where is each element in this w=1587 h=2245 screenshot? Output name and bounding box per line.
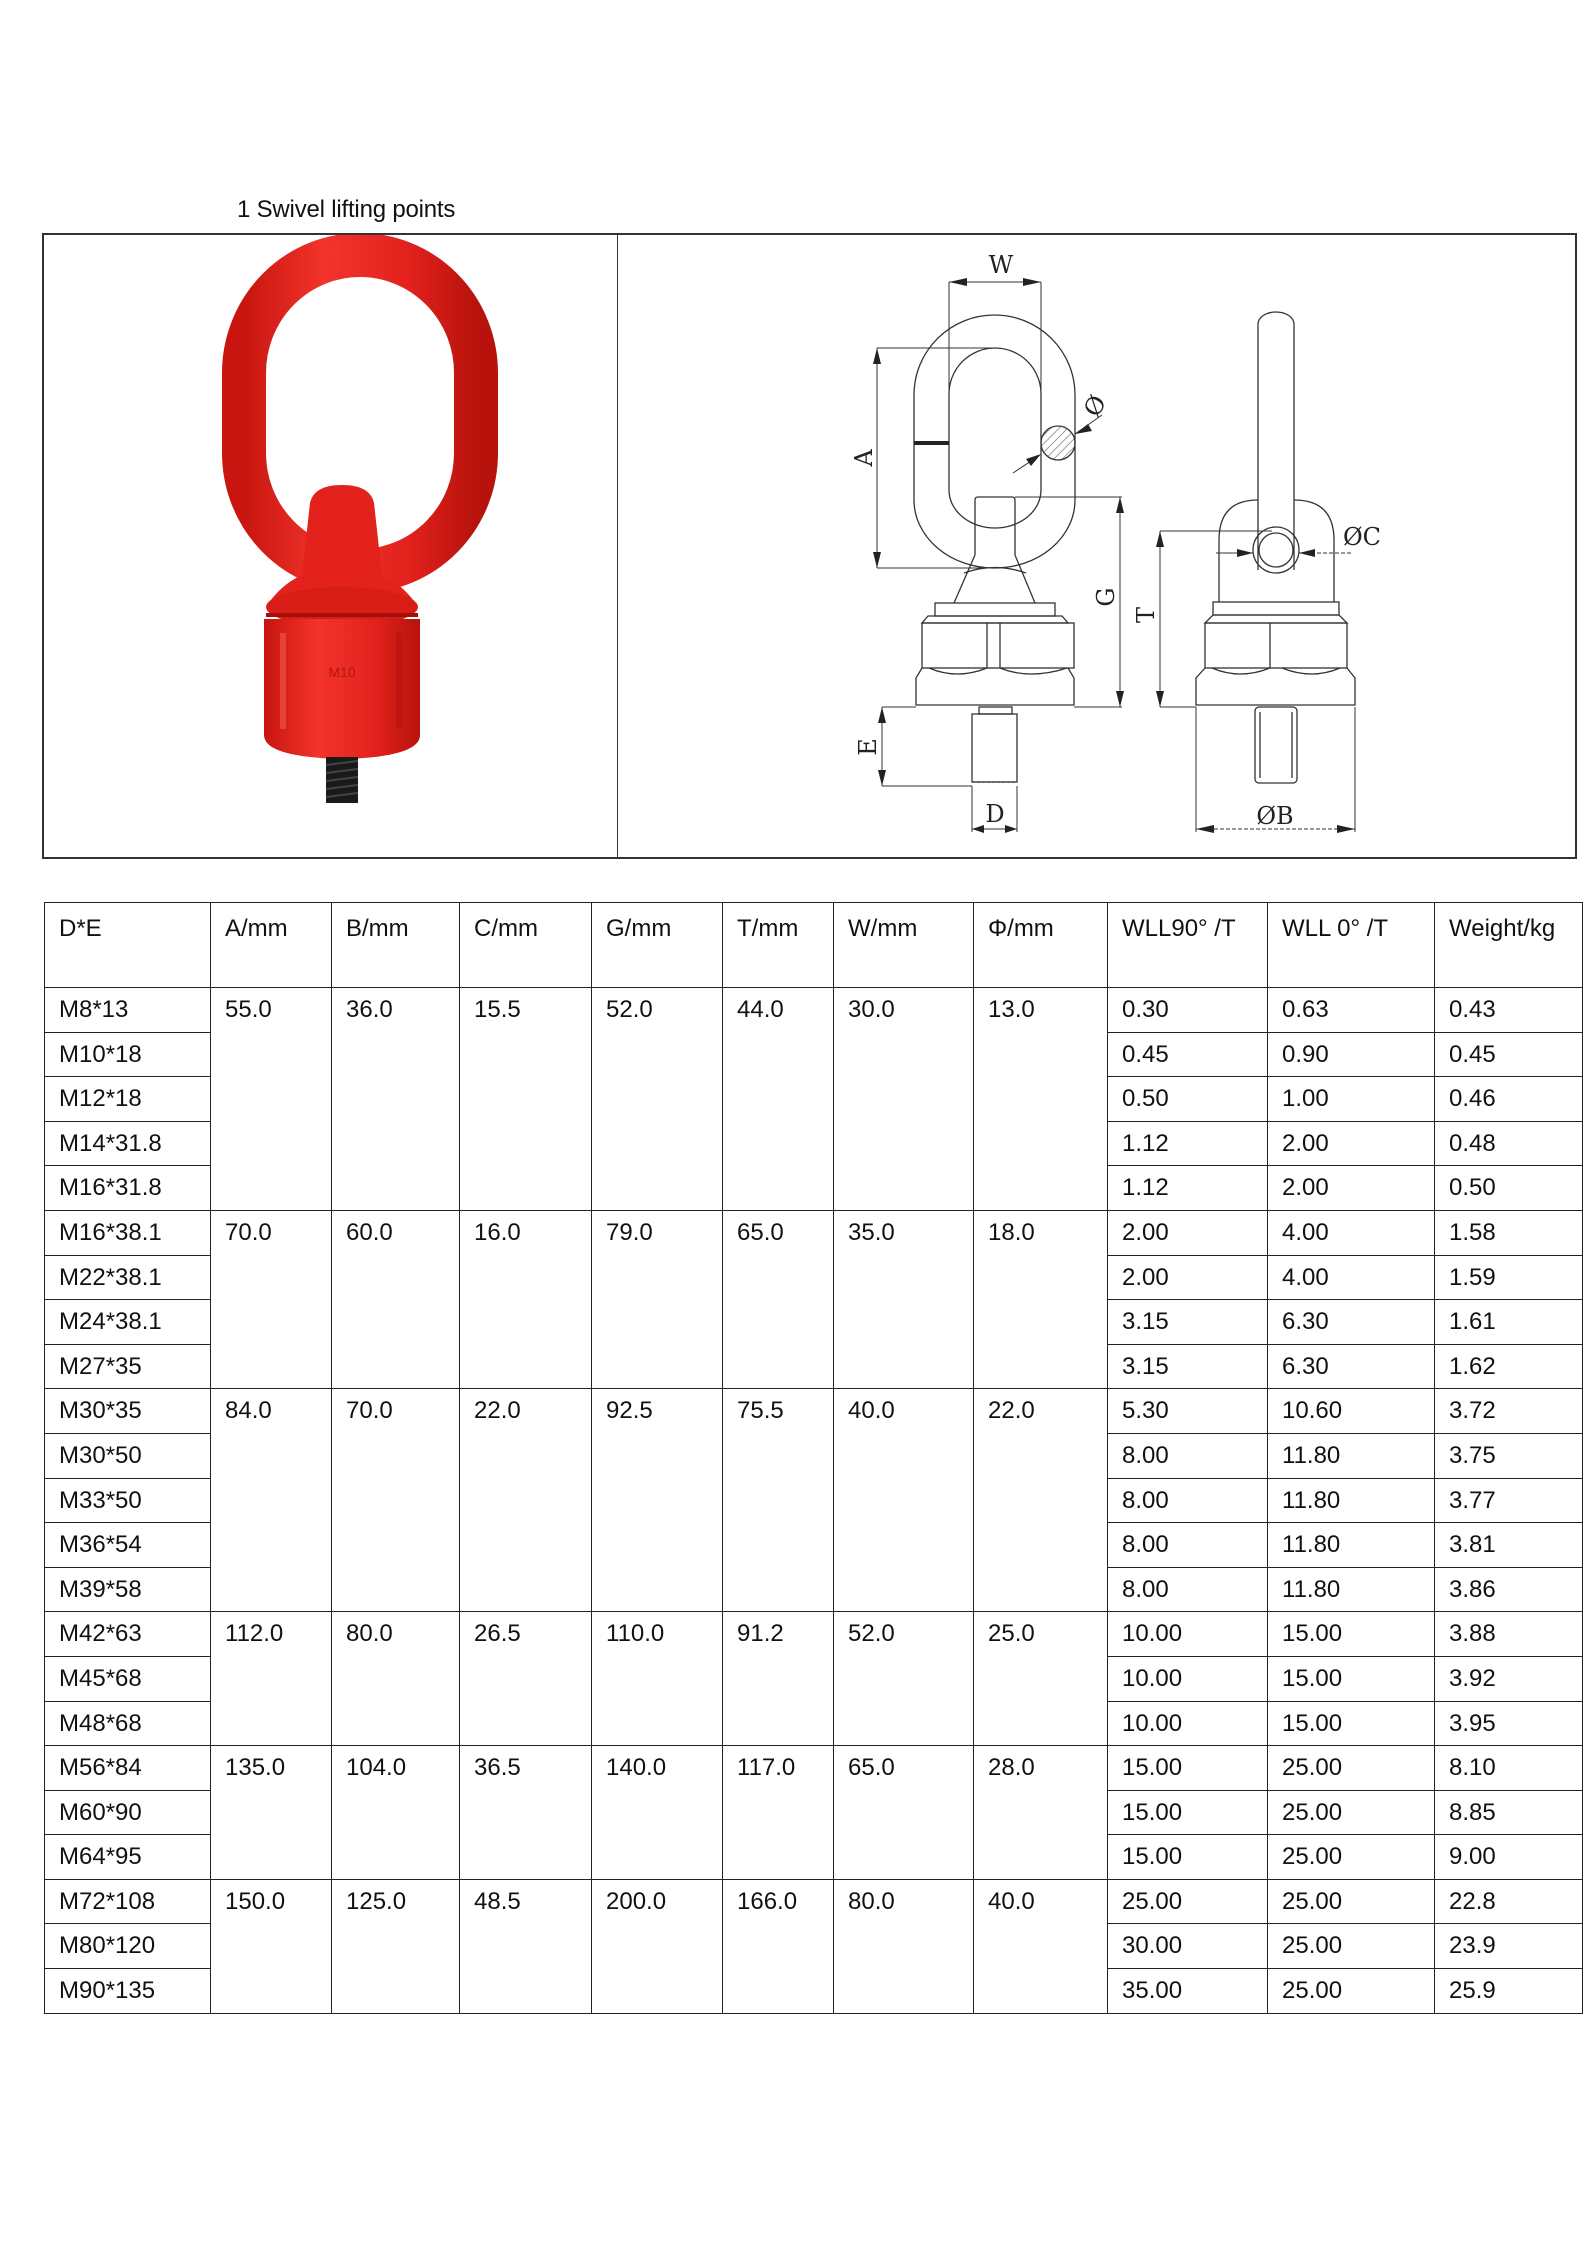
cell-wll0: 2.00 — [1268, 1166, 1435, 1211]
cell-weight: 1.59 — [1435, 1255, 1583, 1300]
cell-wll90: 2.00 — [1108, 1255, 1268, 1300]
cell-weight: 1.62 — [1435, 1344, 1583, 1389]
cell-wll90: 8.00 — [1108, 1567, 1268, 1612]
cell-de: M64*95 — [45, 1835, 211, 1880]
cell-weight: 0.50 — [1435, 1166, 1583, 1211]
cell-phi: 18.0 — [974, 1210, 1108, 1388]
cell-weight: 3.81 — [1435, 1523, 1583, 1568]
table-row — [45, 1746, 1583, 1791]
cell-wll90: 0.50 — [1108, 1077, 1268, 1122]
cell-wll0: 1.00 — [1268, 1077, 1435, 1122]
cell-weight: 8.85 — [1435, 1790, 1583, 1835]
cell-de: M22*38.1 — [45, 1255, 211, 1300]
cell-weight: 3.77 — [1435, 1478, 1583, 1523]
cell-wll0: 4.00 — [1268, 1210, 1435, 1255]
cell-weight: 3.86 — [1435, 1567, 1583, 1612]
cell-de: M45*68 — [45, 1656, 211, 1701]
product-photo — [44, 235, 617, 857]
cell-de: M16*31.8 — [45, 1166, 211, 1211]
cell-wll0: 4.00 — [1268, 1255, 1435, 1300]
cell-wll0: 25.00 — [1268, 1835, 1435, 1880]
cell-a: 84.0 — [211, 1389, 332, 1612]
cell-weight: 22.8 — [1435, 1879, 1583, 1924]
cell-c: 22.0 — [460, 1389, 592, 1612]
table-body — [45, 988, 1583, 2014]
cell-c: 26.5 — [460, 1612, 592, 1746]
cell-weight: 23.9 — [1435, 1924, 1583, 1969]
cell-de: M27*35 — [45, 1344, 211, 1389]
cell-t: 91.2 — [723, 1612, 834, 1746]
cell-de: M30*35 — [45, 1389, 211, 1434]
cell-weight: 0.45 — [1435, 1032, 1583, 1077]
cell-weight: 1.58 — [1435, 1210, 1583, 1255]
cell-wll0: 10.60 — [1268, 1389, 1435, 1434]
header-a: A/mm — [211, 903, 332, 988]
cell-w: 35.0 — [834, 1210, 974, 1388]
cell-phi: 40.0 — [974, 1879, 1108, 2013]
cell-g: 92.5 — [592, 1389, 723, 1612]
cell-wll90: 0.30 — [1108, 988, 1268, 1033]
technical-drawing — [619, 235, 1575, 857]
cell-wll90: 30.00 — [1108, 1924, 1268, 1969]
cell-t: 166.0 — [723, 1879, 834, 2013]
cell-phi: 28.0 — [974, 1746, 1108, 1880]
cell-de: M60*90 — [45, 1790, 211, 1835]
cell-t: 44.0 — [723, 988, 834, 1211]
label-a: A — [850, 449, 878, 467]
cell-wll90: 10.00 — [1108, 1656, 1268, 1701]
header-de: D*E — [45, 903, 211, 988]
cell-de: M36*54 — [45, 1523, 211, 1568]
cell-weight: 3.95 — [1435, 1701, 1583, 1746]
cell-t: 75.5 — [723, 1389, 834, 1612]
cell-weight: 0.43 — [1435, 988, 1583, 1033]
label-e: E — [854, 738, 882, 756]
header-t: T/mm — [723, 903, 834, 988]
cell-weight: 1.61 — [1435, 1300, 1583, 1345]
swivel-lifting-point-photo — [44, 235, 617, 857]
cell-wll90: 10.00 — [1108, 1701, 1268, 1746]
svg-text:M10: M10 — [328, 664, 356, 680]
cell-de: M39*58 — [45, 1567, 211, 1612]
cell-phi: 13.0 — [974, 988, 1108, 1211]
cell-g: 110.0 — [592, 1612, 723, 1746]
cell-weight: 3.75 — [1435, 1433, 1583, 1478]
cell-b: 70.0 — [332, 1389, 460, 1612]
cell-wll90: 10.00 — [1108, 1612, 1268, 1657]
cell-wll0: 11.80 — [1268, 1523, 1435, 1568]
cell-wll0: 11.80 — [1268, 1433, 1435, 1478]
cell-wll90: 25.00 — [1108, 1879, 1268, 1924]
header-b: B/mm — [332, 903, 460, 988]
cell-de: M80*120 — [45, 1924, 211, 1969]
cell-c: 36.5 — [460, 1746, 592, 1880]
cell-wll0: 15.00 — [1268, 1656, 1435, 1701]
figure-box — [42, 233, 1577, 859]
cell-a: 55.0 — [211, 988, 332, 1211]
cell-b: 80.0 — [332, 1612, 460, 1746]
cell-g: 79.0 — [592, 1210, 723, 1388]
cell-wll0: 0.90 — [1268, 1032, 1435, 1077]
figure-divider — [617, 235, 618, 857]
table-row — [45, 1612, 1583, 1657]
cell-de: M30*50 — [45, 1433, 211, 1478]
header-w: W/mm — [834, 903, 974, 988]
cell-de: M33*50 — [45, 1478, 211, 1523]
table-row — [45, 1389, 1583, 1434]
cell-de: M14*31.8 — [45, 1121, 211, 1166]
cell-g: 200.0 — [592, 1879, 723, 2013]
cell-w: 40.0 — [834, 1389, 974, 1612]
cell-wll0: 25.00 — [1268, 1879, 1435, 1924]
cell-wll0: 25.00 — [1268, 1790, 1435, 1835]
table-row — [45, 1210, 1583, 1255]
cell-a: 112.0 — [211, 1612, 332, 1746]
cell-a: 135.0 — [211, 1746, 332, 1880]
cell-t: 65.0 — [723, 1210, 834, 1388]
cell-c: 48.5 — [460, 1879, 592, 2013]
cell-g: 52.0 — [592, 988, 723, 1211]
cell-phi: 22.0 — [974, 1389, 1108, 1612]
cell-wll90: 35.00 — [1108, 1969, 1268, 2014]
label-g: G — [1092, 587, 1120, 607]
cell-de: M10*18 — [45, 1032, 211, 1077]
cell-wll0: 11.80 — [1268, 1478, 1435, 1523]
label-w: W — [988, 251, 1014, 279]
cell-wll0: 15.00 — [1268, 1701, 1435, 1746]
cell-de: M24*38.1 — [45, 1300, 211, 1345]
cell-w: 30.0 — [834, 988, 974, 1211]
cell-wll0: 6.30 — [1268, 1300, 1435, 1345]
dimension-drawing — [619, 235, 1577, 857]
cell-wll0: 11.80 — [1268, 1567, 1435, 1612]
cell-weight: 0.48 — [1435, 1121, 1583, 1166]
header-g: G/mm — [592, 903, 723, 988]
spec-table — [44, 902, 1583, 2014]
cell-wll0: 25.00 — [1268, 1969, 1435, 2014]
cell-b: 125.0 — [332, 1879, 460, 2013]
cell-de: M72*108 — [45, 1879, 211, 1924]
table-header-row — [45, 903, 1583, 988]
cell-wll90: 3.15 — [1108, 1300, 1268, 1345]
cell-w: 52.0 — [834, 1612, 974, 1746]
label-phi: Ø — [1078, 390, 1113, 422]
cell-b: 36.0 — [332, 988, 460, 1211]
cell-wll0: 15.00 — [1268, 1612, 1435, 1657]
cell-de: M8*13 — [45, 988, 211, 1033]
cell-w: 80.0 — [834, 1879, 974, 2013]
cell-weight: 9.00 — [1435, 1835, 1583, 1880]
label-d: D — [985, 800, 1005, 828]
cell-phi: 25.0 — [974, 1612, 1108, 1746]
cell-wll90: 3.15 — [1108, 1344, 1268, 1389]
cell-a: 70.0 — [211, 1210, 332, 1388]
cell-wll90: 5.30 — [1108, 1389, 1268, 1434]
cell-de: M90*135 — [45, 1969, 211, 2014]
cell-de: M16*38.1 — [45, 1210, 211, 1255]
label-b: ØB — [1256, 802, 1294, 830]
cell-t: 117.0 — [723, 1746, 834, 1880]
cell-b: 104.0 — [332, 1746, 460, 1880]
cell-wll0: 0.63 — [1268, 988, 1435, 1033]
label-t: T — [1132, 606, 1160, 624]
cell-de: M56*84 — [45, 1746, 211, 1791]
cell-c: 16.0 — [460, 1210, 592, 1388]
section-title: 1 Swivel lifting points — [237, 196, 456, 223]
cell-b: 60.0 — [332, 1210, 460, 1388]
cell-wll90: 8.00 — [1108, 1478, 1268, 1523]
cell-g: 140.0 — [592, 1746, 723, 1880]
cell-weight: 3.72 — [1435, 1389, 1583, 1434]
cell-wll90: 1.12 — [1108, 1121, 1268, 1166]
label-c: ØC — [1342, 523, 1382, 551]
cell-wll0: 25.00 — [1268, 1924, 1435, 1969]
cell-c: 15.5 — [460, 988, 592, 1211]
cell-wll0: 6.30 — [1268, 1344, 1435, 1389]
cell-weight: 25.9 — [1435, 1969, 1583, 2014]
cell-a: 150.0 — [211, 1879, 332, 2013]
cell-weight: 8.10 — [1435, 1746, 1583, 1791]
cell-wll90: 1.12 — [1108, 1166, 1268, 1211]
cell-wll90: 0.45 — [1108, 1032, 1268, 1077]
cell-wll90: 8.00 — [1108, 1523, 1268, 1568]
cell-weight: 3.88 — [1435, 1612, 1583, 1657]
cell-w: 65.0 — [834, 1746, 974, 1880]
cell-wll90: 15.00 — [1108, 1835, 1268, 1880]
cell-wll90: 2.00 — [1108, 1210, 1268, 1255]
cell-de: M42*63 — [45, 1612, 211, 1657]
cell-de: M48*68 — [45, 1701, 211, 1746]
header-c: C/mm — [460, 903, 592, 988]
header-phi: Φ/mm — [974, 903, 1108, 988]
cell-weight: 0.46 — [1435, 1077, 1583, 1122]
cell-wll90: 15.00 — [1108, 1790, 1268, 1835]
cell-wll90: 8.00 — [1108, 1433, 1268, 1478]
table-row — [45, 988, 1583, 1033]
cell-weight: 3.92 — [1435, 1656, 1583, 1701]
table-row — [45, 1879, 1583, 1924]
header-wll0: WLL 0° /T — [1268, 903, 1435, 988]
cell-de: M12*18 — [45, 1077, 211, 1122]
header-wll90: WLL90° /T — [1108, 903, 1268, 988]
cell-wll90: 15.00 — [1108, 1746, 1268, 1791]
cell-wll0: 2.00 — [1268, 1121, 1435, 1166]
cell-wll0: 25.00 — [1268, 1746, 1435, 1791]
header-weight: Weight/kg — [1435, 903, 1583, 988]
